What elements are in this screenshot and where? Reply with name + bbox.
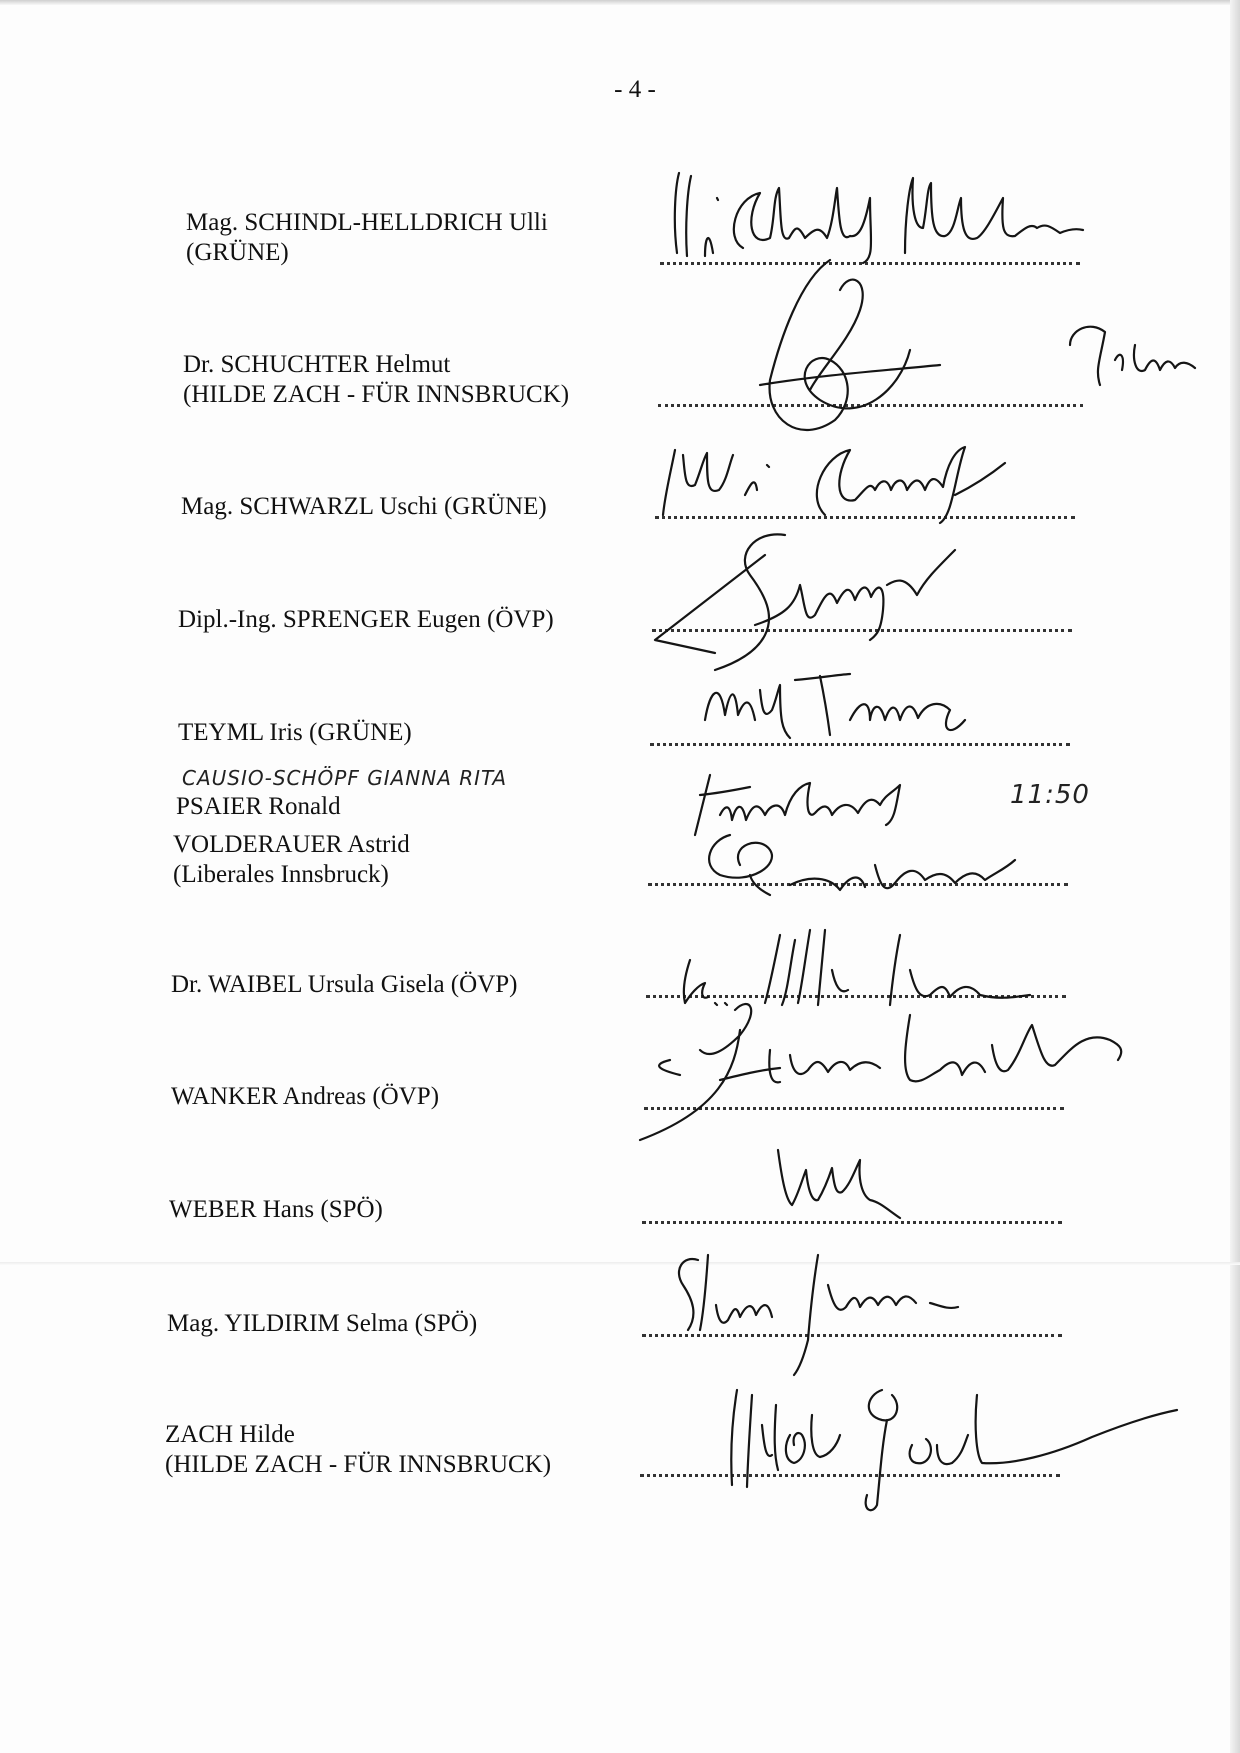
signatory-name: TEYML Iris (GRÜNE) — [178, 719, 412, 746]
signatory-entry — [181, 492, 547, 522]
signature-5-scribble — [700, 660, 1020, 750]
signatory-entry — [186, 208, 548, 268]
signatory-entry — [183, 350, 569, 410]
signatory-entry — [173, 830, 410, 890]
signature-8-scribble — [640, 990, 1140, 1150]
signatory-name: Mag. YILDIRIM Selma (SPÖ) — [167, 1310, 478, 1337]
signatory-name: Dr. WAIBEL Ursula Gisela (ÖVP) — [171, 971, 518, 998]
page-number: - 4 - — [614, 76, 656, 103]
signatory-name: PSAIER Ronald — [176, 793, 341, 820]
signatory-name: WEBER Hans (SPÖ) — [169, 1196, 383, 1223]
signature-6-scribble — [690, 765, 1120, 910]
handwritten-substitute-name: CAUSIO-SCHÖPF GIANNA RITA — [182, 766, 508, 790]
signatory-name: Dr. SCHUCHTER Helmut — [183, 351, 451, 378]
signatory-entry — [167, 1309, 477, 1339]
signatory-name: Dipl.-Ing. SPRENGER Eugen (ÖVP) — [178, 606, 554, 633]
signatory-entry — [171, 1082, 439, 1112]
signature-2-scribble — [760, 250, 1200, 450]
signature-3-scribble — [655, 435, 1055, 525]
signatory-name: Mag. SCHINDL-HELLDRICH Ulli — [186, 209, 548, 236]
scan-edge-right — [1230, 0, 1240, 1753]
signatory-name: Mag. SCHWARZL Uschi (GRÜNE) — [181, 493, 547, 520]
scan-fold-line — [0, 1262, 1240, 1265]
signature-11-scribble — [712, 1375, 1182, 1515]
signatory-entry — [178, 718, 412, 748]
signature-10-scribble — [668, 1245, 998, 1375]
signature-9-scribble — [770, 1140, 930, 1220]
signatory-entry — [165, 1420, 551, 1480]
signatory-entry — [171, 970, 517, 1000]
signature-4-scribble — [655, 525, 995, 675]
signatory-entry — [178, 605, 554, 635]
signatory-name: ZACH Hilde — [165, 1421, 295, 1448]
signatory-party: (HILDE ZACH - FÜR INNSBRUCK) — [165, 1451, 552, 1478]
signatory-name: VOLDERAUER Astrid — [173, 831, 410, 858]
signatory-party: (GRÜNE) — [186, 239, 289, 266]
signatory-party: (HILDE ZACH - FÜR INNSBRUCK) — [183, 381, 570, 408]
signatory-entry — [169, 1195, 383, 1225]
signature-line — [642, 1221, 1062, 1224]
scan-edge-top — [0, 0, 1240, 5]
signatory-party: (Liberales Innsbruck) — [173, 861, 389, 888]
signatory-name: WANKER Andreas (ÖVP) — [171, 1083, 440, 1110]
signatory-entry — [176, 792, 341, 822]
handwritten-time: 11:50 — [1010, 780, 1090, 810]
